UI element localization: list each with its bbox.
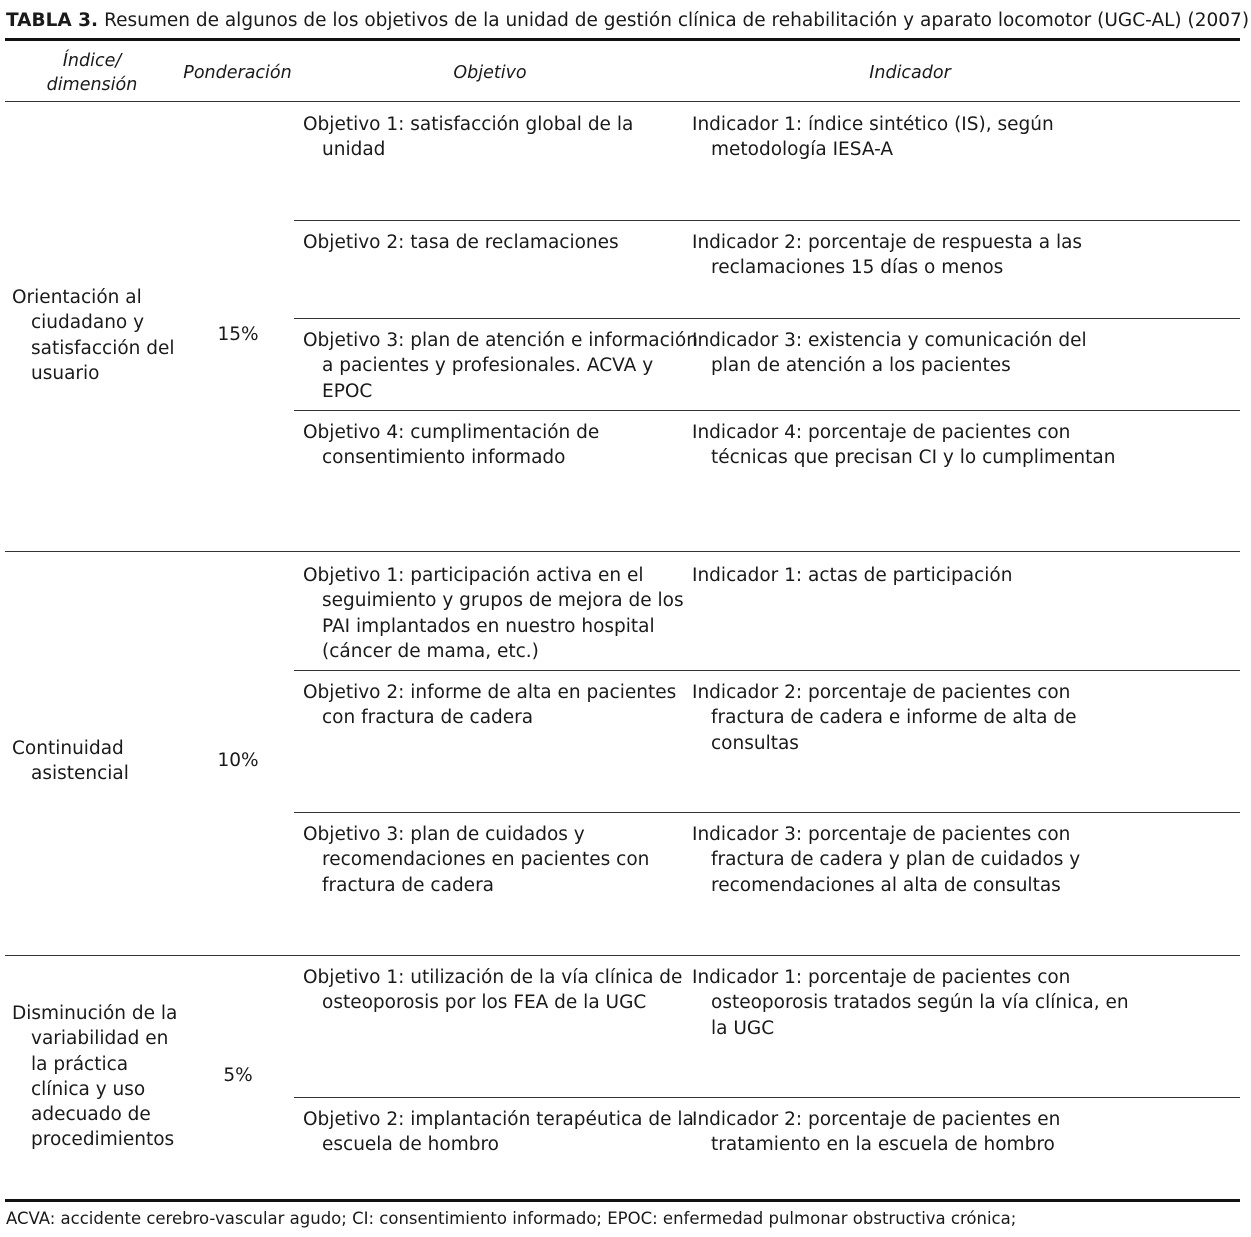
- header-objetivo: Objetivo: [453, 63, 527, 83]
- row-divider: [294, 812, 1240, 813]
- footnote: ACVA: accidente cerebro-vascular agudo; CI: consentimiento informado; EPOC: enfermedad pulmonar obstructiva crónica;: [6, 1209, 1017, 1228]
- header-dimension: [20, 49, 164, 97]
- dimension-rest: asistencial: [31, 763, 129, 785]
- objetivo-cell: Objetivo 2: tasa de reclamaciones: [303, 232, 619, 253]
- table-title: [6, 10, 1249, 31]
- dimension-cell: [12, 736, 182, 787]
- row-divider: [294, 410, 1240, 411]
- indicador-cell: Indicador 1: actas de participación: [692, 565, 1013, 586]
- indicador-cell: Indicador 3: existencia y comunicación del plan de atención a los pacientes: [692, 330, 1087, 377]
- indicador-cell: Indicador 1: porcentaje de pacientes con osteoporosis tratados según la vía clínica, en la UGC: [692, 967, 1129, 1039]
- row-divider: [294, 318, 1240, 319]
- objetivo-cell: Objetivo 1: satisfacción global de la unidad: [303, 114, 634, 161]
- table-caption: Resumen de algunos de los objetivos de la unidad de gestión clínica de rehabilitación y aparato locomotor (UGC-AL) (2007): [104, 10, 1250, 31]
- ponderacion-cell: 10%: [217, 750, 259, 771]
- indicador-cell: Indicador 2: porcentaje de respuesta a las reclamaciones 15 días o menos: [692, 232, 1083, 279]
- dimension-first-line: Orientación al: [12, 287, 142, 308]
- top-rule: [5, 38, 1240, 41]
- row-divider: [294, 220, 1240, 221]
- indicador-cell: Indicador 2: porcentaje de pacientes en tratamiento en la escuela de hombro: [692, 1109, 1061, 1156]
- dimension-rest: variabilidad en la práctica clínica y uso adecuado de procedimientos: [31, 1028, 175, 1151]
- objetivo-cell: Objetivo 1: participación activa en el seguimiento y grupos de mejora de los PAI implantados en nuestro hospital (cáncer de mama, etc.): [303, 565, 684, 662]
- group-divider: [5, 955, 1240, 956]
- dimension-first-line: Continuidad: [12, 738, 124, 759]
- indicador-cell: Indicador 4: porcentaje de pacientes con técnicas que precisan CI y lo cumplimentan: [692, 422, 1116, 469]
- objetivo-cell: Objetivo 2: implantación terapéutica de la escuela de hombro: [303, 1109, 694, 1156]
- objetivo-cell: Objetivo 3: plan de atención e información a pacientes y profesionales. ACVA y EPOC: [303, 330, 698, 402]
- header-dimension-line2: dimensión: [46, 75, 138, 95]
- dimension-cell: [12, 1001, 182, 1153]
- table-label: TABLA 3.: [6, 10, 99, 31]
- bottom-rule: [5, 1199, 1240, 1202]
- objetivo-cell: Objetivo 3: plan de cuidados y recomendaciones en pacientes con fractura de cadera: [303, 824, 650, 896]
- objetivo-cell: Objetivo 4: cumplimentación de consentimiento informado: [303, 422, 600, 469]
- group-divider: [5, 551, 1240, 552]
- ponderacion-cell: 15%: [217, 324, 259, 345]
- dimension-first-line: Disminución de la: [12, 1003, 178, 1024]
- objetivo-cell: Objetivo 2: informe de alta en pacientes con fractura de cadera: [303, 682, 677, 729]
- header-ponderacion: Ponderación: [183, 63, 292, 83]
- indicador-cell: Indicador 3: porcentaje de pacientes con fractura de cadera y plan de cuidados y recomendaciones al alta de consultas: [692, 824, 1081, 896]
- dimension-cell: [12, 285, 182, 386]
- ponderacion-cell: 5%: [223, 1065, 253, 1086]
- header-indicador: Indicador: [869, 63, 951, 83]
- header-rule: [5, 101, 1240, 102]
- row-divider: [294, 670, 1240, 671]
- dimension-rest: ciudadano y satisfacción del usuario: [31, 312, 175, 384]
- objetivo-cell: Objetivo 1: utilización de la vía clínica de osteoporosis por los FEA de la UGC: [303, 967, 683, 1014]
- header-dimension-line1: Índice/: [62, 51, 122, 71]
- indicador-cell: Indicador 2: porcentaje de pacientes con fractura de cadera e informe de alta de consultas: [692, 682, 1077, 754]
- row-divider: [294, 1097, 1240, 1098]
- indicador-cell: Indicador 1: índice sintético (IS), según metodología IESA-A: [692, 114, 1054, 161]
